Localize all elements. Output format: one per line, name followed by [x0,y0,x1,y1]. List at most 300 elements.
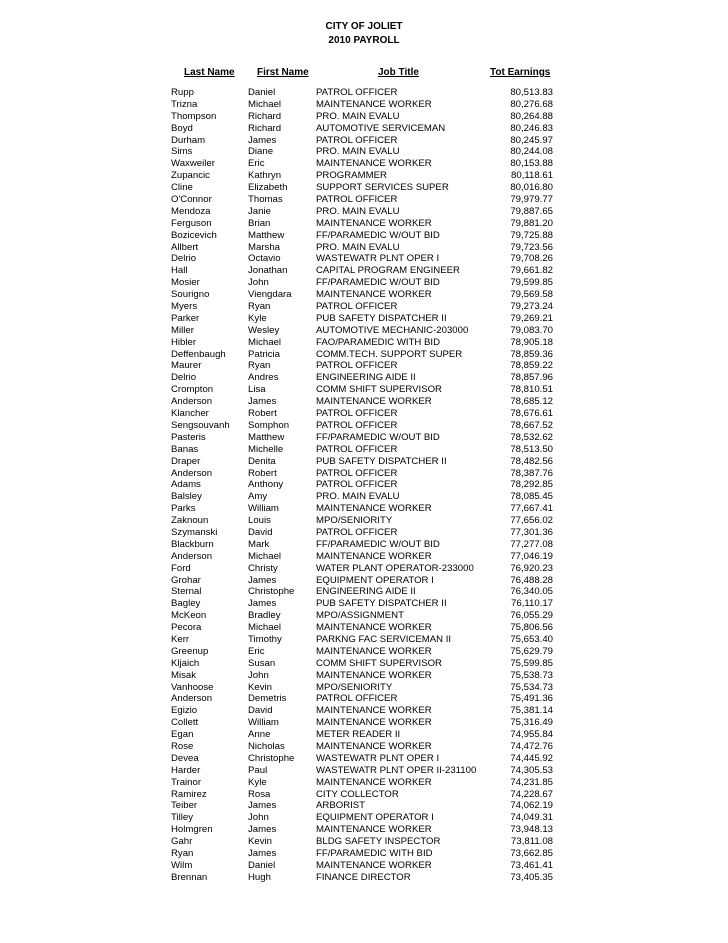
cell-job-title: PUB SAFETY DISPATCHER II [316,455,447,467]
cell-job-title: MAINTENANCE WORKER [316,98,432,110]
cell-tot-earnings: 75,806.56 [510,622,553,634]
cell-first-name: Eric [248,645,265,657]
cell-tot-earnings: 79,725.88 [510,229,553,241]
column-headers [0,66,728,80]
cell-first-name: Somphon [248,419,290,431]
cell-tot-earnings: 80,276.68 [510,98,553,110]
cell-first-name: William [248,717,279,729]
table-row [0,206,728,218]
column-header-job-title: Job Title [378,67,419,78]
cell-job-title: PATROL OFFICER [316,479,398,491]
cell-job-title: PATROL OFFICER [316,87,398,98]
column-header-tot-earnings: Tot Earnings [490,67,551,78]
table-row [0,230,728,242]
table-row [0,800,728,812]
cell-last-name: McKeon [171,610,207,622]
table-row [0,384,728,396]
cell-job-title: ARBORIST [316,800,366,812]
column-header-first-name: First Name [257,67,309,78]
cell-tot-earnings: 78,905.18 [510,336,553,348]
table-row [0,622,728,634]
cell-tot-earnings: 78,859.36 [510,348,553,360]
cell-last-name: Tilley [171,812,194,824]
cell-job-title: ENGINEERING AIDE II [316,372,416,384]
cell-first-name: Timothy [248,633,282,645]
cell-first-name: Wesley [248,324,280,336]
cell-job-title: FF/PARAMEDIC W/OUT BID [316,431,440,443]
cell-last-name: Greenup [171,645,209,657]
cell-last-name: Kljaich [171,657,200,669]
cell-first-name: Matthew [248,431,285,443]
cell-last-name: Holmgren [171,824,213,836]
cell-tot-earnings: 77,667.41 [510,503,553,515]
cell-first-name: Viengdara [248,289,292,301]
cell-tot-earnings: 79,599.85 [510,277,553,289]
table-row [0,860,728,872]
cell-job-title: WASTEWATR PLNT OPER I [316,253,440,265]
cell-first-name: Anthony [248,479,284,491]
cell-job-title: ENGINEERING AIDE II [316,586,416,598]
cell-tot-earnings: 73,461.41 [510,859,553,871]
cell-job-title: WASTEWATR PLNT OPER I [316,752,440,764]
cell-last-name: Deffenbaugh [171,348,226,360]
cell-job-title: COMM.TECH. SUPPORT SUPER [316,348,463,360]
table-row [0,682,728,694]
table-row [0,693,728,705]
table-row [0,765,728,777]
cell-last-name: Blackburn [171,538,214,550]
table-row [0,468,728,480]
cell-tot-earnings: 73,811.08 [511,836,553,848]
table-row [0,146,728,158]
cell-job-title: PATROL OFFICER [316,693,398,705]
cell-last-name: Parker [171,312,200,324]
cell-tot-earnings: 74,062.19 [510,800,553,812]
cell-tot-earnings: 75,534.73 [510,681,553,693]
cell-last-name: Draper [171,455,201,467]
cell-first-name: Eric [248,158,265,170]
cell-job-title: MAINTENANCE WORKER [316,622,432,634]
cell-tot-earnings: 77,046.19 [510,550,553,562]
cell-last-name: Sternal [171,586,202,598]
cell-last-name: Egizio [171,705,198,717]
cell-job-title: PUB SAFETY DISPATCHER II [316,312,447,324]
cell-tot-earnings: 78,857.96 [510,372,553,384]
cell-last-name: Delrio [171,372,197,384]
cell-last-name: Anderson [171,550,213,562]
cell-last-name: Klancher [171,408,209,420]
table-row [0,479,728,491]
cell-job-title: PRO. MAIN EVALU [316,241,400,253]
cell-last-name: Hall [171,265,188,277]
cell-job-title: COMM SHIFT SUPERVISOR [316,384,442,396]
cell-first-name: Hugh [248,871,271,883]
cell-last-name: Teiber [171,800,198,812]
table-row [0,741,728,753]
cell-job-title: FF/PARAMEDIC WITH BID [316,848,433,859]
cell-first-name: James [248,824,277,836]
cell-job-title: MAINTENANCE WORKER [316,503,432,515]
cell-tot-earnings: 78,292.85 [510,479,553,491]
column-header-last-name: Last Name [184,67,235,78]
cell-job-title: PRO. MAIN EVALU [316,146,400,158]
table-row [0,848,728,860]
cell-tot-earnings: 79,881.20 [510,217,553,229]
cell-first-name: John [248,669,269,681]
cell-last-name: Kerr [171,633,190,645]
cell-last-name: Ford [171,562,191,574]
cell-job-title: PARKNG FAC SERVICEMAN II [316,633,452,645]
cell-first-name: Nicholas [248,740,285,752]
cell-tot-earnings: 76,488.28 [510,574,553,586]
table-row [0,670,728,682]
cell-first-name: Susan [248,657,276,669]
table-row [0,87,728,99]
cell-last-name: Miller [171,324,194,336]
table-row [0,491,728,503]
cell-tot-earnings: 78,513.50 [510,443,553,455]
cell-job-title: MAINTENANCE WORKER [316,550,432,562]
cell-last-name: Grohar [171,574,201,586]
cell-last-name: Bagley [171,598,201,610]
cell-last-name: Adams [171,479,201,491]
cell-last-name: Misak [171,669,197,681]
cell-last-name: Devea [171,752,199,764]
table-row [0,313,728,325]
cell-first-name: Kyle [248,776,267,788]
cell-first-name: Robert [248,467,277,479]
cell-tot-earnings: 76,920.23 [510,562,553,574]
cell-last-name: Zaknoun [171,515,209,527]
cell-job-title: PRO. MAIN EVALU [316,491,400,503]
cell-job-title: PUB SAFETY DISPATCHER II [316,598,447,610]
cell-last-name: Gahr [171,836,193,848]
cell-tot-earnings: 74,228.67 [510,788,553,800]
cell-job-title: PATROL OFFICER [316,419,398,431]
cell-first-name: Michael [248,98,282,110]
cell-first-name: Andres [248,372,279,384]
cell-first-name: James [248,800,277,812]
table-row [0,135,728,147]
cell-job-title: PRO. MAIN EVALU [316,110,400,122]
cell-last-name: Durham [171,134,206,146]
cell-job-title: MPO/ASSIGNMENT [316,610,404,622]
cell-tot-earnings: 79,723.56 [510,241,553,253]
cell-last-name: Balsley [171,491,202,503]
cell-last-name: Wilm [171,859,193,871]
cell-first-name: James [248,396,277,408]
table-row [0,289,728,301]
cell-job-title: MAINTENANCE WORKER [316,824,432,836]
table-row [0,503,728,515]
cell-job-title: MAINTENANCE WORKER [316,705,432,717]
cell-tot-earnings: 80,118.61 [511,170,553,182]
cell-first-name: Brian [248,217,271,229]
cell-tot-earnings: 78,387.76 [510,467,553,479]
cell-tot-earnings: 73,662.85 [510,848,553,859]
cell-tot-earnings: 78,676.61 [510,408,553,420]
cell-tot-earnings: 77,301.36 [510,526,553,538]
cell-last-name: Cline [171,182,193,194]
cell-job-title: PATROL OFFICER [316,194,398,206]
cell-last-name: Crompton [171,384,214,396]
cell-tot-earnings: 79,887.65 [510,205,553,217]
cell-last-name: Collett [171,717,199,729]
cell-first-name: Christy [248,562,278,574]
document-subtitle: 2010 PAYROLL [328,35,400,46]
table-row [0,349,728,361]
cell-last-name: Allbert [171,241,199,253]
cell-tot-earnings: 76,110.17 [511,598,553,610]
cell-first-name: James [248,598,277,610]
cell-last-name: Banas [171,443,199,455]
cell-job-title: COMM SHIFT SUPERVISOR [316,657,442,669]
cell-last-name: Mosier [171,277,200,289]
cell-last-name: Bozicevich [171,229,217,241]
cell-tot-earnings: 74,445.92 [510,752,553,764]
table-row [0,705,728,717]
table-row [0,372,728,384]
cell-first-name: Ryan [248,301,271,313]
cell-tot-earnings: 75,538.73 [510,669,553,681]
cell-first-name: James [248,574,277,586]
cell-job-title: EQUIPMENT OPERATOR I [316,812,434,824]
cell-last-name: Harder [171,764,201,776]
cell-last-name: Sourigno [171,289,210,301]
cell-last-name: Anderson [171,396,213,408]
cell-first-name: Octavio [248,253,281,265]
cell-job-title: MAINTENANCE WORKER [316,396,432,408]
cell-tot-earnings: 77,277.08 [510,538,553,550]
table-row [0,170,728,182]
cell-tot-earnings: 80,264.88 [510,110,553,122]
table-row [0,753,728,765]
table-row [0,610,728,622]
cell-job-title: CITY COLLECTOR [316,788,399,800]
cell-job-title: FINANCE DIRECTOR [316,871,411,883]
cell-last-name: Rupp [171,87,194,98]
cell-last-name: Ryan [171,848,194,859]
cell-tot-earnings: 75,629.79 [510,645,553,657]
cell-job-title: AUTOMOTIVE MECHANIC-203000 [316,324,469,336]
cell-first-name: Jonathan [248,265,288,277]
cell-job-title: PROGRAMMER [316,170,387,182]
cell-last-name: Ramirez [171,788,207,800]
cell-last-name: Maurer [171,360,202,372]
table-row [0,717,728,729]
table-row [0,456,728,468]
cell-tot-earnings: 80,016.80 [510,182,553,194]
table-row [0,777,728,789]
cell-tot-earnings: 78,810.51 [510,384,553,396]
cell-first-name: Janie [248,205,271,217]
cell-job-title: AUTOMOTIVE SERVICEMAN [316,122,446,134]
cell-first-name: David [248,526,273,538]
cell-tot-earnings: 79,269.21 [510,312,553,324]
cell-tot-earnings: 75,491.36 [510,693,553,705]
cell-tot-earnings: 78,532.62 [510,431,553,443]
cell-last-name: Thompson [171,110,217,122]
cell-last-name: Hibler [171,336,197,348]
cell-first-name: Michael [248,550,282,562]
table-row [0,836,728,848]
cell-job-title: PATROL OFFICER [316,443,398,455]
cell-job-title: MAINTENANCE WORKER [316,669,432,681]
payroll-table [0,87,728,884]
cell-tot-earnings: 80,153.88 [510,158,553,170]
cell-job-title: MAINTENANCE WORKER [316,776,432,788]
cell-job-title: MAINTENANCE WORKER [316,645,432,657]
cell-job-title: FF/PARAMEDIC W/OUT BID [316,229,440,241]
cell-first-name: Michael [248,622,282,634]
cell-first-name: John [248,277,269,289]
cell-job-title: MAINTENANCE WORKER [316,859,432,871]
cell-tot-earnings: 75,316.49 [510,717,553,729]
table-row [0,253,728,265]
table-row [0,575,728,587]
cell-last-name: O'Connor [171,194,212,206]
cell-tot-earnings: 75,381.14 [510,705,553,717]
cell-job-title: EQUIPMENT OPERATOR I [316,574,434,586]
table-row [0,420,728,432]
cell-last-name: Boyd [171,122,193,134]
cell-tot-earnings: 75,653.40 [510,633,553,645]
table-row [0,218,728,230]
cell-first-name: James [248,134,277,146]
cell-first-name: Matthew [248,229,285,241]
cell-last-name: Mendoza [171,205,211,217]
document-header [0,20,728,48]
cell-first-name: Denita [248,455,276,467]
cell-first-name: Rosa [248,788,271,800]
cell-job-title: MAINTENANCE WORKER [316,158,432,170]
table-row [0,824,728,836]
cell-first-name: Lisa [248,384,266,396]
cell-job-title: MPO/SENIORITY [316,515,393,527]
table-row [0,432,728,444]
cell-first-name: Michelle [248,443,284,455]
cell-tot-earnings: 79,661.82 [510,265,553,277]
table-row [0,194,728,206]
cell-last-name: Szymanski [171,526,218,538]
cell-tot-earnings: 80,245.97 [510,134,553,146]
cell-job-title: MPO/SENIORITY [316,681,393,693]
cell-last-name: Egan [171,729,194,741]
table-row [0,527,728,539]
cell-tot-earnings: 77,656.02 [510,515,553,527]
cell-job-title: BLDG SAFETY INSPECTOR [316,836,441,848]
table-row [0,563,728,575]
cell-first-name: Demetris [248,693,287,705]
cell-first-name: Mark [248,538,270,550]
cell-first-name: John [248,812,269,824]
table-row [0,123,728,135]
cell-job-title: MAINTENANCE WORKER [316,217,432,229]
table-row [0,265,728,277]
cell-first-name: Paul [248,764,268,776]
cell-last-name: Rose [171,740,194,752]
cell-tot-earnings: 79,083.70 [510,324,553,336]
cell-job-title: PRO. MAIN EVALU [316,205,400,217]
table-row [0,337,728,349]
cell-tot-earnings: 79,979.77 [510,194,553,206]
cell-last-name: Zupancic [171,170,210,182]
table-row [0,182,728,194]
table-row [0,586,728,598]
cell-first-name: Diane [248,146,274,158]
cell-job-title: METER READER II [316,729,401,741]
table-row [0,111,728,123]
cell-job-title: FAO/PARAMEDIC WITH BID [316,336,441,348]
table-row [0,872,728,884]
cell-job-title: PATROL OFFICER [316,467,398,479]
cell-job-title: PATROL OFFICER [316,134,398,146]
cell-tot-earnings: 78,859.22 [510,360,553,372]
cell-first-name: William [248,503,279,515]
cell-job-title: FF/PARAMEDIC W/OUT BID [316,277,440,289]
table-row [0,658,728,670]
cell-first-name: Kathryn [248,170,282,182]
cell-job-title: PATROL OFFICER [316,408,398,420]
cell-first-name: Richard [248,110,282,122]
cell-tot-earnings: 74,231.85 [510,776,553,788]
table-row [0,729,728,741]
table-row [0,408,728,420]
cell-tot-earnings: 79,708.26 [510,253,553,265]
cell-last-name: Parks [171,503,196,515]
cell-job-title: SUPPORT SERVICES SUPER [316,182,449,194]
cell-first-name: Elizabeth [248,182,288,194]
table-row [0,325,728,337]
cell-first-name: Daniel [248,87,276,98]
document-title: CITY OF JOLIET [325,21,403,32]
cell-last-name: Waxweiler [171,158,215,170]
cell-tot-earnings: 76,340.05 [510,586,553,598]
cell-job-title: FF/PARAMEDIC W/OUT BID [316,538,440,550]
cell-first-name: Patricia [248,348,280,360]
cell-last-name: Ferguson [171,217,212,229]
cell-tot-earnings: 78,685.12 [510,396,553,408]
cell-last-name: Trainor [171,776,202,788]
cell-tot-earnings: 78,085.45 [510,491,553,503]
cell-last-name: Pasteris [171,431,206,443]
cell-first-name: Bradley [248,610,281,622]
cell-first-name: Kevin [248,836,272,848]
table-row [0,242,728,254]
cell-first-name: Amy [248,491,268,503]
cell-tot-earnings: 74,305.53 [510,764,553,776]
cell-job-title: PATROL OFFICER [316,360,398,372]
cell-job-title: CAPITAL PROGRAM ENGINEER [316,265,460,277]
table-row [0,634,728,646]
table-row [0,444,728,456]
cell-tot-earnings: 75,599.85 [510,657,553,669]
cell-last-name: Trizna [171,98,198,110]
cell-first-name: James [248,848,277,859]
table-row [0,551,728,563]
cell-last-name: Delrio [171,253,197,265]
cell-first-name: Marsha [248,241,280,253]
cell-last-name: Anderson [171,693,213,705]
cell-last-name: Sims [171,146,193,158]
table-row [0,158,728,170]
table-row [0,99,728,111]
cell-job-title: WASTEWATR PLNT OPER II-231100 [316,764,477,776]
cell-last-name: Pecora [171,622,202,634]
cell-job-title: MAINTENANCE WORKER [316,740,432,752]
cell-first-name: Louis [248,515,271,527]
cell-tot-earnings: 78,667.52 [510,419,553,431]
